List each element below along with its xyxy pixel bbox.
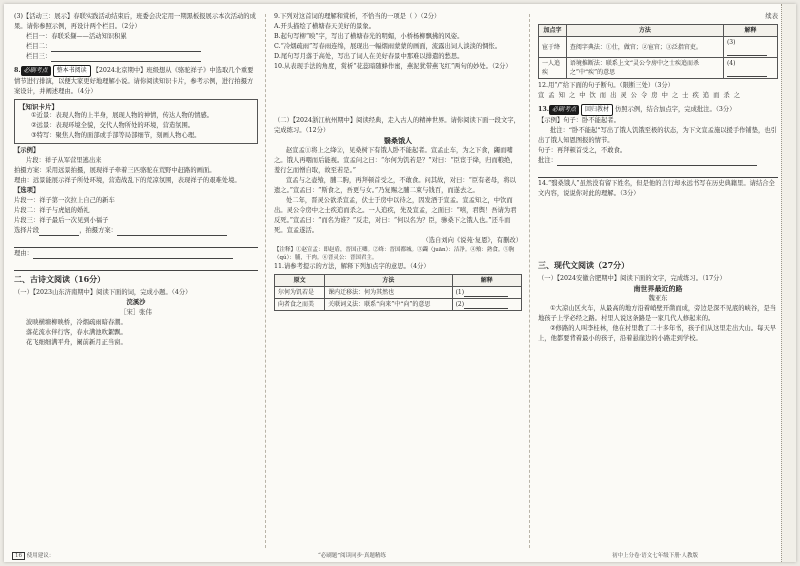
part3-intro: （一）【2024安徽合肥期中】阅读下面的文字，完成练习。（17分）	[538, 275, 726, 282]
table-cell: 关联词义法：联系“向来”中“向”的意思	[325, 299, 452, 311]
passage-intro: （二）【2024浙江杭州期中】阅读经典，走入古人的精神世界。请你阅读下面一段文字，完成练习。（12分）	[274, 117, 520, 134]
middle-footer: “必刷题”阅读同步·真题精练	[318, 553, 386, 559]
poem-line: 落花流水伴行客，春水满池吹絮飘。	[26, 329, 127, 336]
column2-answer[interactable]	[51, 43, 201, 52]
column3-label: 栏目三：	[26, 53, 52, 60]
passage-notes: 【注释】①赵宣孟：即赵盾，晋国正卿。②绛：晋国都城。③蠲（juān）：洁净。④飧：熟食。⑤朐（qú）：脯，干肉。⑥晋灵公：晋国君主。	[274, 247, 515, 261]
answer-line[interactable]	[14, 260, 258, 271]
table-cell: 宦于绛	[539, 37, 567, 58]
q11-table	[274, 274, 522, 311]
table-row	[275, 299, 522, 311]
poem-title: 浣溪沙	[126, 299, 146, 306]
article-title: 南世界最近的路	[633, 284, 683, 293]
choose-label: 选择片段	[14, 227, 40, 234]
reason-answer[interactable]	[33, 250, 233, 259]
answer-line[interactable]	[538, 167, 778, 178]
q11-text: 11.请参考提示的方法，解释下列加点字的意思。（4分）	[274, 263, 430, 270]
q14-text: 14.“翳桑饿人”虽然没有留下姓名，但是他的言行却永远书写在历史典籍里。请结合全文内容，说说你对此的理解。（3分）	[538, 180, 775, 197]
passage-paragraph: 赵宣孟①将上之绛②，见桑树下有饿人卧不能起者。宣孟止车，为之下食，蠲而哺之。饿人再咽而后能视。宣孟问之曰：“尔何为饥若是？”对曰：“臣宦于绛，归而粮绝，羞行乞而憎自取，故至若是。”	[274, 147, 517, 174]
q9-option[interactable]: C.“冷烟疏雨”写春雨连绵，展现出一幅烟雨蒙蒙的画面，流露出词人淡淡的惆怅。	[274, 43, 502, 50]
table-cell: 向者食之而美	[275, 299, 325, 311]
option-line: 片段二：祥子与虎妞的婚礼	[14, 207, 90, 214]
example-line: 片段：祥子从军营里逃出来	[26, 157, 102, 164]
q9-option[interactable]: A.开头描绘了横塘春天美好的景象。	[274, 23, 376, 30]
column2-label: 栏目二：	[26, 43, 52, 50]
q8-badge: 必刷考点	[21, 66, 51, 76]
passage-title: 翳桑饿人	[384, 136, 412, 145]
activity3-text: (3)【活动三：展示】春联实践活动结束后，班委会决定用一期黑板报展示本次活动的成果。请你参照示例，再设计两个栏目。（2分）	[14, 13, 256, 30]
article-author: 魏亚东	[648, 295, 668, 302]
example-line: 拍摄方案：采用远景拍摄，展现祥子牵着三匹骆驼在荒野中赶路的画面。	[14, 167, 216, 174]
footer-label: 使用建议：	[26, 553, 55, 559]
q13-example-text: 批注：“卧不能起”写出了饿人饥饿至极的状态，为下文宣孟施以援手作铺垫，也引出了饿人知恩图报的情节。	[538, 127, 777, 144]
column3-answer[interactable]	[51, 53, 201, 62]
table-header: 解释	[723, 25, 777, 37]
q13-example-label: 【示例】句子：卧不能起者。	[538, 117, 620, 124]
q8-text: 【2024北京期中】班级想从《骆驼祥子》中选取几个重要情节进行排演，以便大家更好地理解小说。请你阅读知识卡片，参考示例，进行拍摄方案设计，并阐述理由。（4分）	[14, 67, 254, 95]
q9-option[interactable]: D.尾句写月落于高处，写出了词人在美好春景中那难以排遣的愁思。	[274, 53, 464, 60]
q9-option[interactable]: B.起句写柳“映”字，写出了横塘春光的明媚，小桥杨柳飘拂的风姿。	[274, 33, 464, 40]
exam-page	[4, 4, 796, 562]
part3-title: 三、现代文阅读（27分）	[538, 260, 630, 270]
comment-label: 批注：	[538, 157, 557, 164]
answer-cell[interactable]: (4)	[723, 58, 777, 79]
column-divider	[529, 14, 530, 548]
answer-cell[interactable]: (2)	[452, 299, 521, 311]
plan-label: 拍摄方案：	[85, 227, 117, 234]
q12-sentence[interactable]: 宣 孟 知 之 中 饮 而 出 灵 公 令 房 中 之 士 疾 追 而 杀 之	[538, 92, 741, 99]
column-divider	[265, 14, 266, 548]
q9-text: 9.下列对这首词的理解和赏析，不恰当的一项是（ ）（2分）	[274, 13, 441, 20]
card-title: 【知识卡片】	[19, 103, 58, 111]
table-cell: 语境推断法：联系上文“灵公令房中之士疾追而杀之”中“疾”的意思	[566, 58, 723, 79]
poem-author: ［宋］张伟	[120, 309, 152, 316]
comment-answer[interactable]	[557, 157, 757, 166]
middle-column	[268, 4, 528, 562]
poem-line: 波映横塘柳映桥，冷烟疏雨暗春潮。	[26, 319, 127, 326]
passage-paragraph: 宣孟与之壶飧，脯二朐，再拜顿首受之，不敢食。问其故，对曰：“臣有老母，将以遗之。”宣孟曰：“斯食之，吾更与女。”乃复赐之脯二束与钱百，而遂去之。	[274, 177, 516, 194]
page-number: 16	[12, 552, 25, 560]
answer-cell[interactable]: (1)	[452, 287, 521, 299]
table-cell: 课内迁移法：何为其然也	[325, 287, 452, 299]
table-cell: 查阅字典法：①仕，做官；②宦官；③泛指官吏。	[566, 37, 723, 58]
q13-badge: 必刷考点	[549, 105, 579, 115]
table-header: 解释	[452, 275, 521, 287]
article-paragraph: ①大凉山区火车，从最高的地方沿着峭壁开凿而成，旁边是深不见底的峡谷，是当地孩子上学必经之路。村里人说这条路是一家几代人修起来的。	[538, 305, 777, 322]
choose-answer[interactable]	[39, 227, 79, 236]
q14-answer-space[interactable]	[538, 199, 778, 257]
plan-answer[interactable]	[117, 227, 227, 236]
article-paragraph: ②修路的人叫李桂林，他在村里教了二十多年书，孩子们从这里走出大山。每天早上，他都要背着最小的孩子，沿着悬崖边的小路走到学校。	[538, 325, 777, 342]
table-row	[539, 58, 778, 79]
passage-source: （选自刘向《说苑·复恩》，有删改）	[422, 237, 522, 244]
options-title: 【选项】	[14, 187, 40, 194]
continued-label: 续表	[765, 13, 778, 20]
table-header: 方法	[566, 25, 723, 37]
poem-question: （一）【2023山东济南期中】阅读下面的词，完成小题。（4分）	[14, 289, 192, 296]
table-row	[275, 287, 522, 299]
option-line: 片段一：祥子第一次拉上自己的新车	[14, 197, 115, 204]
example-title: 【示例】	[14, 147, 40, 154]
card-item: ②远景：表现环境全貌，交代人物所处的环境，营造氛围。	[31, 122, 195, 129]
card-item: ③特写：聚焦人物的面部或手部等局部细节，刻画人物心理。	[31, 132, 201, 139]
poem-line: 花飞细细满平舟，阑前新月正当窗。	[26, 339, 127, 346]
table-header: 加点字	[539, 25, 567, 37]
left-footer	[12, 551, 54, 559]
table-header: 方法	[325, 275, 452, 287]
table-row	[539, 37, 778, 58]
q13-tag: 回归教材	[581, 104, 613, 116]
q8-tag: 整本书阅读	[53, 65, 91, 77]
table-header: 原文	[275, 275, 325, 287]
knowledge-card	[14, 99, 258, 144]
q13-text: 仿照示例，结合加点字，完成批注。（3分）	[615, 106, 736, 113]
right-column: 续表 加点字 方法 解释 宦于绛 查阅字典法：①仕，做官；②宦官；③泛指官吏。 (3) 一人追疾 语境推断法：联系上文“灵公令房中之士疾追而杀之”中“疾”的意思 (4) 12.用“/”给下面的句子断句。（限断三处）（3分） 宣 孟 知 之 中 饮 而 出 灵 公 令 房 中 之 士 疾 追 而 杀 之 13. 必刷考点 回归教材 仿照示例，结合加点字，完成批注。（3分） 【示例】句子：卧不能起者。 批注：“卧不能起”写出了饿人饥饿至极的状态，为下文宣孟施以援手作铺垫，也引出了饿人知恩图报的情节。 句子：再拜顿首受之，不敢食。 批注： 14.“翳桑饿人”虽然没有留下姓名，但是他的言行却永远书写在历史典籍里。请结合全文内容，说说你对此的理解。（3分） 三、现代文阅读（27分） （一）【2024安徽合肥期中】阅读下面的文字，完成练习。（17分） 南世界最近的路 魏亚东 ①大凉山区火车，从最高的地方沿着峭壁开凿而成，旁边是深不见底的峡谷，是当地孩子上学必经之路。村里人说这条路是一家几代人修起来的。 ②修路的人叫李桂林，他在村里教了二十多年书，孩子们从这里走出大山。每天早上，他都要背着最小的孩子，沿着悬崖边的小路走到学校。 初中上分卷·语文七年级下册·人教版	[538, 13, 778, 559]
sentence-label: 句子：再拜顿首受之，不敢食。	[538, 147, 627, 154]
left-column: (3)【活动三：展示】春联实践活动结束后，班委会决定用一期黑板报展示本次活动的成果。请你参照示例，再设计两个栏目。（2分） 栏目一：春联采撷——活动知识积累 栏目二： 栏目三： 8. 必刷考点 整本书阅读 【2024北京期中】班级想从《骆驼祥子》中选取几个重要情节进行排演，以便大家更好地理解小说。请你阅读知识卡片，参考示例，进行拍摄方案设计，并阐述理由。（4分） 【知识卡片】 ①近景：表现人物的上半身，展现人物的神情，传达人物的情感。 ②远景：表现环境全貌，交代人物所处的环境，营造氛围。 ③特写：聚焦人物的面部或手部等局部细节，刻画人物心理。 【示例】 片段：祥子从军营里逃出来 拍摄方案：采用远景拍摄，展现祥子牵着三匹骆驼在荒野中赶路的画面。 理由：远景能展示祥子所处环境，营造战乱下的荒凉氛围，表现祥子的艰难处境。 【选项】 片段一：祥子第一次拉上自己的新车 片段二：祥子与虎妞的婚礼 片段三：祥子最后一次见到小福子 选择片段 ，拍摄方案： 理由： 二、古诗文阅读（16分） （一）【2023山东济南期中】阅读下面的词，完成小题。（4分） 浣溪沙 ［宋］张伟 波映横塘柳映桥，冷烟疏雨暗春潮。 落花流水伴行客，春水满池吹絮飘。 花飞细细满平舟，阑前新月正当窗。 16 使用建议：	[4, 4, 264, 562]
continued-table	[538, 24, 778, 79]
example-line: 理由：远景能展示祥子所处环境，营造战乱下的荒凉氛围，表现祥子的艰难处境。	[14, 177, 241, 184]
example-column: 栏目一：春联采撷——活动知识积累	[26, 33, 127, 40]
option-line: 片段三：祥子最后一次见到小福子	[14, 217, 109, 224]
q10-text: 10.从表现手法的角度，赏析“花蕊暗随蜂作蜜，燕泥犹带燕飞红”两句的妙处。（2分）	[274, 63, 512, 70]
passage-paragraph: 处二年，晋灵公欲杀宣孟，伏士于房中以待之，因发酒于宣孟。宣孟知之，中饮而出。灵公令房中之士疾追而杀之。一人追疾，先及宣孟，之面曰：“嘻，君舆！吾请为君反死。”宣孟曰：“而名为谁？”反走，对曰：“何以名为？臣，骖桑下之饿人也。”还斗而死。宣孟遂活。	[274, 197, 517, 234]
card-item: ①近景：表现人物的上半身，展现人物的神情，传达人物的情感。	[31, 112, 213, 119]
answer-cell[interactable]: (3)	[723, 37, 777, 58]
q12-text: 12.用“/”给下面的句子断句。（限断三处）（3分）	[538, 82, 674, 89]
table-cell: 尔何为饥若是	[275, 287, 325, 299]
binding-edge	[781, 4, 796, 562]
q10-answer-space[interactable]	[274, 72, 522, 116]
right-footer: 初中上分卷·语文七年级下册·人教版	[612, 553, 698, 559]
reason-label: 理由：	[14, 250, 33, 257]
part2-title: 二、古诗文阅读（16分）	[14, 274, 106, 284]
answer-line[interactable]	[14, 237, 258, 248]
table-cell: 一人追疾	[539, 58, 567, 79]
